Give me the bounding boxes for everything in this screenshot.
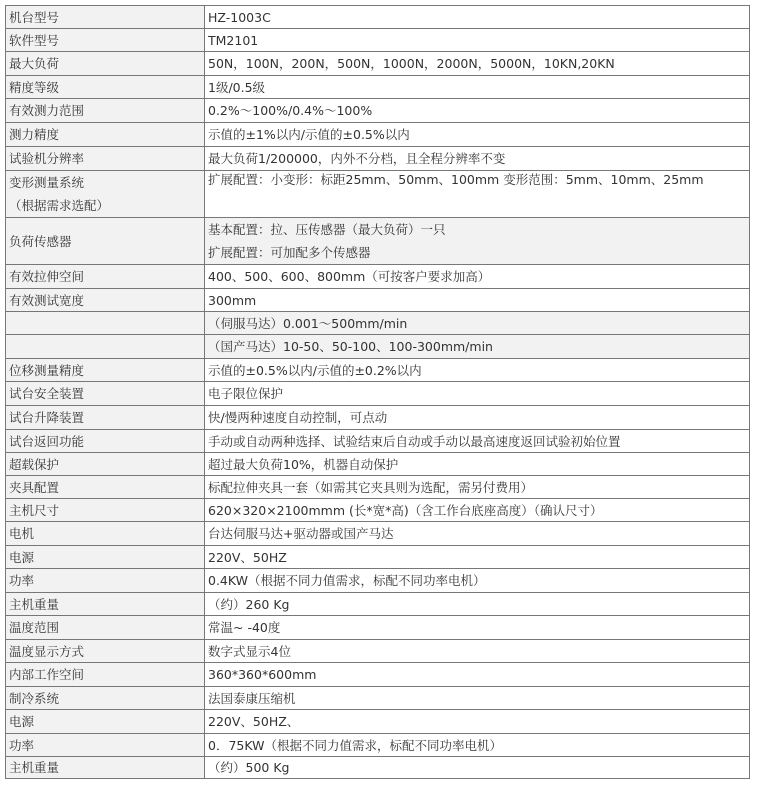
spec-label: 电源 xyxy=(6,546,205,569)
spec-value: TM2101 xyxy=(205,29,750,52)
spec-value: 数字式显示4位 xyxy=(205,640,750,663)
spec-label xyxy=(6,171,205,218)
spec-value: 法国泰康压缩机 xyxy=(205,687,750,710)
spec-label: 试台升降装置 xyxy=(6,406,205,430)
spec-value: 620×320×2100mmm (长*宽*高)（含工作台底座高度）（确认尺寸） xyxy=(205,499,750,522)
spec-value: 0.4KW（根据不同力值需求，标配不同功率电机） xyxy=(205,569,750,593)
spec-value: （约）500 Kg xyxy=(205,757,750,779)
spec-label: 电源 xyxy=(6,710,205,734)
table-row xyxy=(6,171,750,218)
spec-value: 常温~ -40度 xyxy=(205,616,750,640)
spec-value: 220V、50HZ xyxy=(205,546,750,569)
spec-value: 360*360*600mm xyxy=(205,663,750,687)
table-row xyxy=(6,218,750,265)
spec-label xyxy=(6,312,205,335)
spec-value: （伺服马达）0.001～500mm/min xyxy=(205,312,750,335)
spec-label: 软件型号 xyxy=(6,29,205,52)
table-row xyxy=(6,335,750,359)
spec-value: 电子限位保护 xyxy=(205,382,750,406)
spec-value: 50N，100N，200N，500N，1000N，2000N，5000N，10KN,20KN xyxy=(205,52,750,76)
table-row xyxy=(6,359,750,382)
spec-label: 最大负荷 xyxy=(6,52,205,76)
spec-value: 220V、50HZ、 xyxy=(205,710,750,734)
spec-label: 功率 xyxy=(6,569,205,593)
table-row xyxy=(6,640,750,663)
spec-label: 主机重量 xyxy=(6,593,205,616)
spec-value: （约）260 Kg xyxy=(205,593,750,616)
spec-value: 手动或自动两种选择、试验结束后自动或手动以最高速度返回试验初始位置 xyxy=(205,430,750,453)
table-row xyxy=(6,99,750,123)
spec-value: 0.2%～100%/0.4%～100% xyxy=(205,99,750,123)
spec-label: 主机尺寸 xyxy=(6,499,205,522)
table-row xyxy=(6,499,750,522)
spec-label: 温度显示方式 xyxy=(6,640,205,663)
spec-label: 试验机分辨率 xyxy=(6,147,205,171)
table-row xyxy=(6,52,750,76)
table-row xyxy=(6,569,750,593)
spec-value: 400、500、600、800mm（可按客户要求加高） xyxy=(205,265,750,289)
spec-value: 1级/0.5级 xyxy=(205,76,750,99)
spec-label: 精度等级 xyxy=(6,76,205,99)
table-row xyxy=(6,6,750,29)
table-row xyxy=(6,476,750,499)
table-row xyxy=(6,710,750,734)
table-row xyxy=(6,757,750,779)
spec-label: 制冷系统 xyxy=(6,687,205,710)
spec-value: 示值的±0.5%以内/示值的±0.2%以内 xyxy=(205,359,750,382)
spec-label: 有效测试宽度 xyxy=(6,289,205,312)
table-row xyxy=(6,734,750,757)
spec-value: 最大负荷1/200000，内外不分档，且全程分辨率不变 xyxy=(205,147,750,171)
spec-value: 标配拉伸夹具一套（如需其它夹具则为选配，需另付费用） xyxy=(205,476,750,499)
spec-label: 试台安全装置 xyxy=(6,382,205,406)
spec-value-line: 基本配置：拉、压传感器（最大负荷）一只 xyxy=(208,222,446,237)
spec-label: 超载保护 xyxy=(6,453,205,476)
table-row xyxy=(6,687,750,710)
spec-value: 扩展配置：小变形：标距25mm、50mm、100mm 变形范围：5mm、10mm、25mm xyxy=(205,171,750,218)
table-row xyxy=(6,289,750,312)
spec-table-body xyxy=(6,6,750,779)
spec-label: 有效测力范围 xyxy=(6,99,205,123)
spec-label: 机台型号 xyxy=(6,6,205,29)
spec-label: 位移测量精度 xyxy=(6,359,205,382)
spec-label: 功率 xyxy=(6,734,205,757)
table-row xyxy=(6,382,750,406)
table-row xyxy=(6,546,750,569)
spec-table xyxy=(5,5,750,779)
spec-value: 台达伺服马达+驱动器或国产马达 xyxy=(205,522,750,546)
spec-label: 有效拉伸空间 xyxy=(6,265,205,289)
spec-value: 300mm xyxy=(205,289,750,312)
table-row xyxy=(6,76,750,99)
spec-label: 测力精度 xyxy=(6,123,205,147)
table-row xyxy=(6,522,750,546)
spec-value-line: 扩展配置：可加配多个传感器 xyxy=(208,245,371,260)
table-row xyxy=(6,147,750,171)
table-row xyxy=(6,406,750,430)
table-row xyxy=(6,265,750,289)
spec-value: 快/慢两种速度自动控制，可点动 xyxy=(205,406,750,430)
table-row xyxy=(6,312,750,335)
table-row xyxy=(6,430,750,453)
spec-value: 0．75KW（根据不同力值需求，标配不同功率电机） xyxy=(205,734,750,757)
spec-label-line: （根据需求选配） xyxy=(9,198,110,213)
table-row xyxy=(6,593,750,616)
spec-label: 温度范围 xyxy=(6,616,205,640)
spec-label: 主机重量 xyxy=(6,757,205,779)
spec-label: 试台返回功能 xyxy=(6,430,205,453)
table-row xyxy=(6,453,750,476)
spec-value: （国产马达）10-50、50-100、100-300mm/min xyxy=(205,335,750,359)
spec-label-line: 变形测量系统 xyxy=(9,175,85,190)
spec-label: 负荷传感器 xyxy=(6,218,205,265)
spec-label: 电机 xyxy=(6,522,205,546)
table-row xyxy=(6,616,750,640)
spec-label xyxy=(6,335,205,359)
spec-value: 示值的±1%以内/示值的±0.5%以内 xyxy=(205,123,750,147)
spec-label: 夹具配置 xyxy=(6,476,205,499)
table-row xyxy=(6,123,750,147)
spec-value: HZ-1003C xyxy=(205,6,750,29)
spec-label: 内部工作空间 xyxy=(6,663,205,687)
spec-value xyxy=(205,218,750,265)
table-row xyxy=(6,663,750,687)
table-row xyxy=(6,29,750,52)
spec-value: 超过最大负荷10%，机器自动保护 xyxy=(205,453,750,476)
